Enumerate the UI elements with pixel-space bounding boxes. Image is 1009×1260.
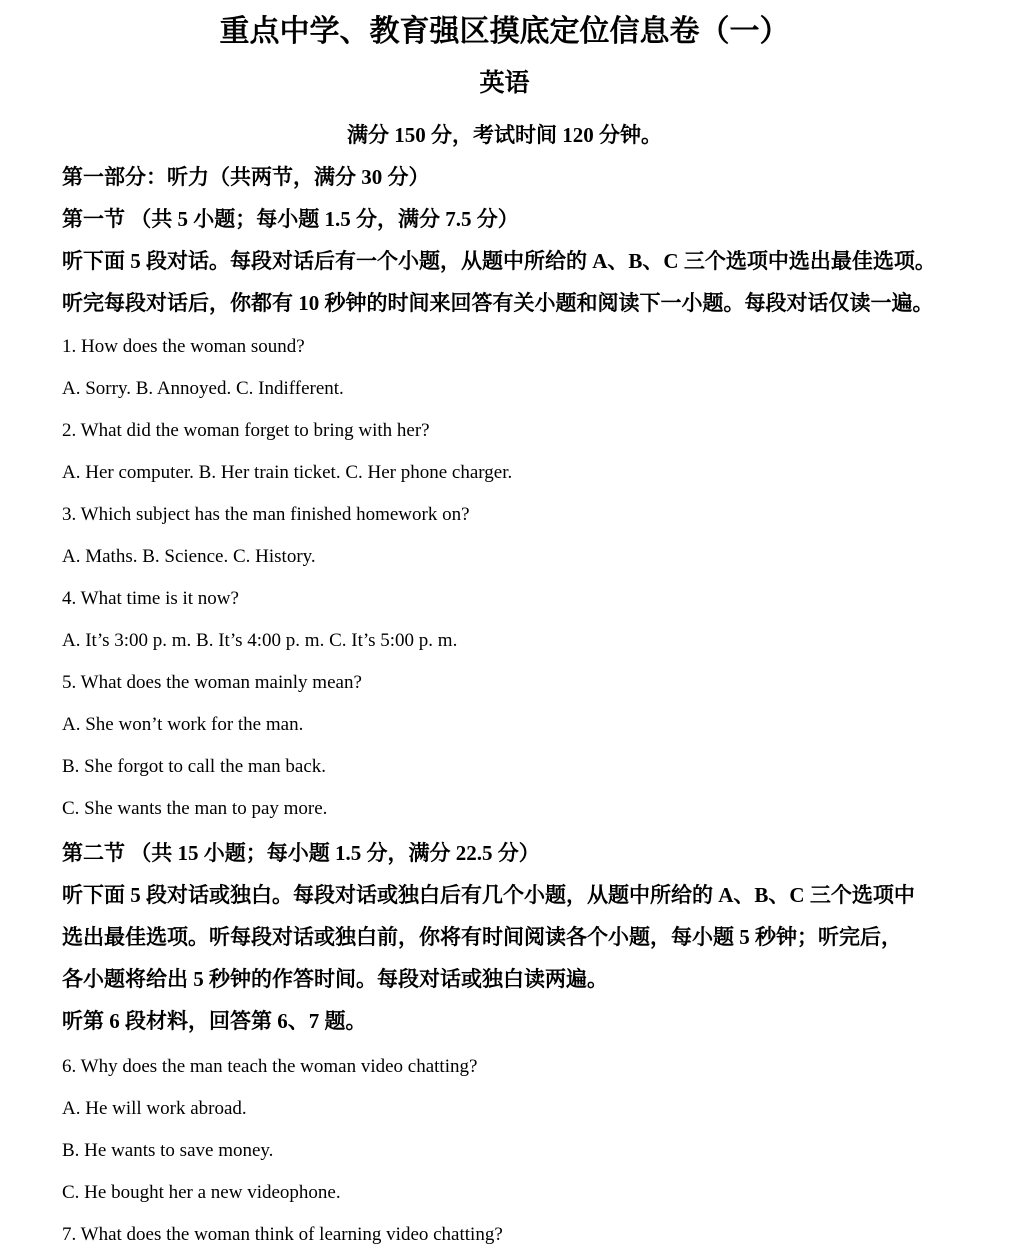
option-line: B. He wants to save money. <box>62 1140 274 1161</box>
section2-questions <box>62 1046 947 1256</box>
section1-questions <box>62 326 947 830</box>
instruction-line: 听完每段对话后，你都有 10 秒钟的时间来回答有关小题和阅读下一小题。每段对话仅读一遍。 <box>62 291 934 315</box>
section2-instructions <box>62 874 947 1000</box>
option-line: A. Sorry. B. Annoyed. C. Indifferent. <box>62 378 344 399</box>
question-line: 5. What does the woman mainly mean? <box>62 672 362 693</box>
question-line: 6. Why does the man teach the woman video chatting? <box>62 1056 478 1077</box>
section1 <box>62 198 947 830</box>
option-line: B. She forgot to call the man back. <box>62 756 327 777</box>
instruction-line: 听下面 5 段对话或独白。每段对话或独白后有几个小题，从题中所给的 A、B、C 三个选项中 <box>62 883 915 907</box>
option-line: A. He will work abroad. <box>62 1098 247 1119</box>
question-line: 2. What did the woman forget to bring with her? <box>62 420 430 441</box>
option-line: A. She won’t work for the man. <box>62 714 304 735</box>
part1-heading: 第一部分：听力（共两节，满分 30 分） <box>62 165 430 189</box>
question-line: 4. What time is it now? <box>62 588 239 609</box>
instruction-line: 各小题将给出 5 秒钟的作答时间。每段对话或独白读两遍。 <box>62 967 608 991</box>
material-prompt: 听第 6 段材料，回答第 6、7 题。 <box>62 1009 367 1033</box>
option-line: C. He bought her a new videophone. <box>62 1182 341 1203</box>
section2 <box>62 832 947 1256</box>
subject-title: 英语 <box>479 70 530 97</box>
score-time-info: 满分 150 分，考试时间 120 分钟。 <box>347 123 662 147</box>
option-line: A. It’s 3:00 p. m. B. It’s 4:00 p. m. C. It’s 5:00 p. m. <box>62 630 458 651</box>
exam-title: 重点中学、教育强区摸底定位信息卷（一） <box>219 15 790 48</box>
instruction-line: 选出最佳选项。听每段对话或独白前，你将有时间阅读各个小题，每小题 5 秒钟；听完后， <box>62 925 902 949</box>
question-line: 1. How does the woman sound? <box>62 336 305 357</box>
section1-heading: 第一节 （共 5 小题；每小题 1.5 分，满分 7.5 分） <box>62 207 519 231</box>
option-line: A. Maths. B. Science. C. History. <box>62 546 316 567</box>
instruction-line: 听下面 5 段对话。每段对话后有一个小题，从题中所给的 A、B、C 三个选项中选出最佳选项。 <box>62 249 936 273</box>
option-line: A. Her computer. B. Her train ticket. C. Her phone charger. <box>62 462 513 483</box>
question-line: 3. Which subject has the man finished homework on? <box>62 504 470 525</box>
option-line: C. She wants the man to pay more. <box>62 798 328 819</box>
question-line: 7. What does the woman think of learning video chatting? <box>62 1224 503 1245</box>
section2-heading: 第二节 （共 15 小题；每小题 1.5 分，满分 22.5 分） <box>62 841 540 865</box>
section1-instructions <box>62 240 947 324</box>
